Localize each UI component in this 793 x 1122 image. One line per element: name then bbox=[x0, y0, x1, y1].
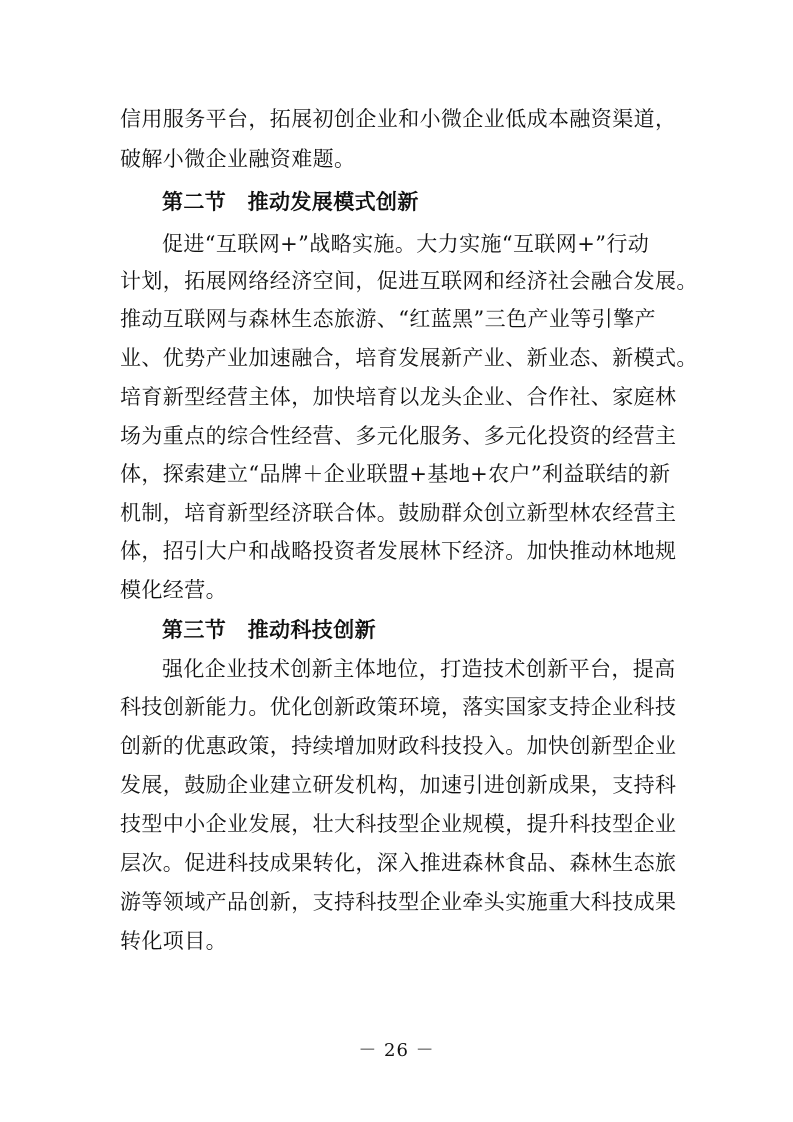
body-text-line: 破解小微企业融资难题。 bbox=[120, 147, 356, 171]
paragraph-first-line: 强化企业技术创新主体地位，打造技术创新平台，提高 bbox=[162, 657, 676, 681]
paragraph-first-line: 促进“互联网+”战略实施。大力实施“互联网+”行动 bbox=[162, 232, 650, 256]
body-text-line: 场为重点的综合性经营、多元化服务、多元化投资的经营主 bbox=[120, 424, 677, 448]
body-text-line: 信用服务平台，拓展初创企业和小微企业低成本融资渠道， bbox=[120, 107, 677, 131]
body-text-line: 业、优势产业加速融合，培育发展新产业、新业态、新模式。 bbox=[120, 346, 698, 370]
section-heading: 第二节 推动发展模式创新 bbox=[162, 190, 419, 214]
body-text-line: 推动互联网与森林生态旅游、“红蓝黑”三色产业等引擎产 bbox=[120, 307, 656, 331]
body-text-line: 机制，培育新型经济联合体。鼓励群众创立新型林农经营主 bbox=[120, 501, 677, 525]
body-text-line: 科技创新能力。优化创新政策环境，落实国家支持企业科技 bbox=[120, 695, 677, 719]
section-heading: 第三节 推动科技创新 bbox=[162, 618, 376, 642]
body-text-line: 体，探索建立“品牌＋企业联盟+基地+农户”利益联结的新 bbox=[120, 462, 671, 486]
body-text-line: 创新的优惠政策，持续增加财政科技投入。加快创新型企业 bbox=[120, 734, 677, 758]
body-text-line: 转化项目。 bbox=[120, 929, 227, 953]
body-text-line: 发展，鼓励企业建立研发机构，加速引进创新成果，支持科 bbox=[120, 773, 677, 797]
body-text-line: 层次。促进科技成果转化，深入推进森林食品、森林生态旅 bbox=[120, 851, 677, 875]
body-text-line: 游等领域产品创新，支持科技型企业牵头实施重大科技成果 bbox=[120, 890, 677, 914]
body-text-line: 培育新型经营主体，加快培育以龙头企业、合作社、家庭林 bbox=[120, 385, 677, 409]
page-number: － 26 － bbox=[358, 1040, 435, 1061]
body-text-line: 技型中小企业发展，壮大科技型企业规模，提升科技型企业 bbox=[120, 812, 677, 836]
body-text-line: 模化经营。 bbox=[120, 578, 227, 602]
body-text-line: 体，招引大户和战略投资者发展林下经济。加快推动林地规 bbox=[120, 539, 677, 563]
body-text-line: 计划，拓展网络经济空间，促进互联网和经济社会融合发展。 bbox=[120, 269, 698, 293]
